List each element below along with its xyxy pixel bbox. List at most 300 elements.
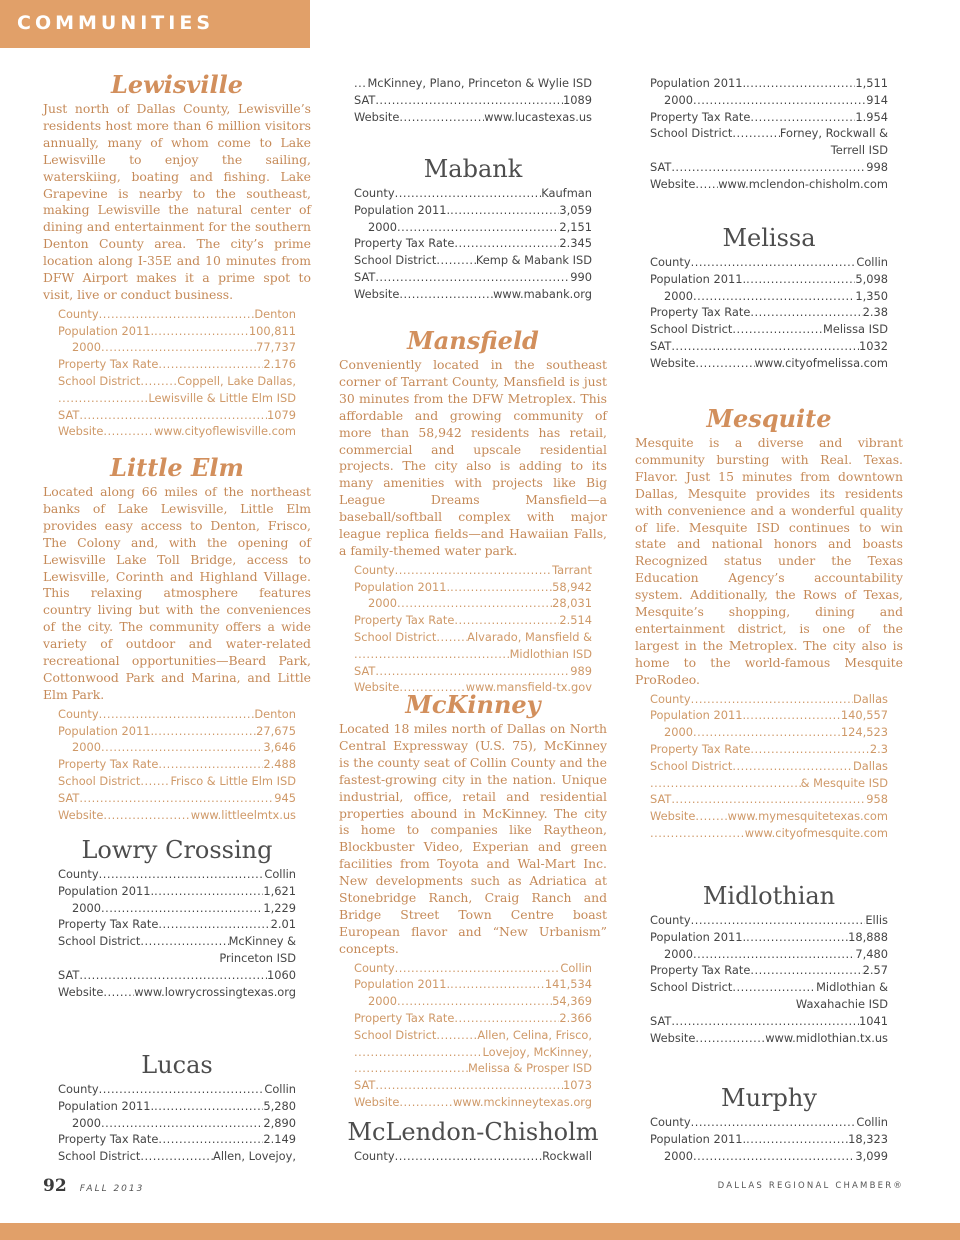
stat-value: 1,511 <box>855 76 888 90</box>
stat-value: 2.01 <box>270 917 296 932</box>
stat-label: School District <box>650 322 733 337</box>
dot-leader <box>101 339 256 356</box>
dot-leader <box>691 912 866 929</box>
dot-leader <box>395 185 542 202</box>
stat-row <box>58 916 296 933</box>
stat-row <box>650 707 888 724</box>
stat-row <box>354 595 592 612</box>
stat-label: County <box>58 1082 99 1096</box>
stat-value: 58,942 <box>552 579 592 594</box>
stat-website-link[interactable]: www.lucastexas.us <box>484 109 592 124</box>
stats-list <box>354 185 592 303</box>
stat-row <box>58 306 296 323</box>
stat-label: School District <box>354 253 437 268</box>
stat-label: Website <box>650 1030 696 1045</box>
stat-row <box>354 92 592 109</box>
stat-value: 2,890 <box>263 1115 296 1130</box>
entry-mesquite <box>635 404 903 842</box>
stats-list <box>58 866 296 1000</box>
entry-lowry-crossing <box>43 836 311 1000</box>
dot-leader <box>746 271 855 288</box>
stat-label: SAT <box>650 338 672 353</box>
stat-label: County <box>354 562 395 577</box>
stat-row <box>650 75 888 92</box>
stat-value: 1,350 <box>855 288 888 303</box>
stat-label: County <box>354 186 395 200</box>
page-number: 92 <box>43 1176 67 1196</box>
stat-value: 958 <box>866 792 888 807</box>
issue-label: FALL 2013 <box>79 1184 145 1194</box>
stat-row <box>354 562 592 579</box>
stat-row <box>650 979 888 996</box>
stat-value: 1,229 <box>263 900 296 915</box>
stat-row <box>650 159 888 176</box>
stat-label: Population 2011. <box>650 1131 747 1146</box>
dot-leader <box>103 807 190 824</box>
stats-list <box>354 960 592 1111</box>
stat-value: Ellis <box>865 913 888 927</box>
stat-row <box>58 706 296 723</box>
dot-leader <box>99 706 255 723</box>
stat-value: Lewisville & Little Elm ISD <box>148 390 296 405</box>
stat-label: Population 2011. <box>354 579 451 594</box>
stat-row <box>650 176 888 193</box>
stat-label: 2000 <box>664 1148 693 1163</box>
dot-leader <box>140 773 170 790</box>
dot-leader <box>671 159 866 176</box>
stat-label: School District <box>354 1027 437 1042</box>
stat-value: 2.514 <box>559 613 592 628</box>
dot-leader <box>101 739 263 756</box>
stat-label: 2000 <box>664 725 693 740</box>
entry-lewisville <box>43 70 311 440</box>
stat-row <box>354 202 592 219</box>
stat-value: 77,737 <box>256 340 296 355</box>
stat-value: Kemp & Mabank ISD <box>475 253 592 268</box>
stat-row <box>58 900 296 917</box>
entry-title: Lowry Crossing <box>81 836 273 864</box>
stat-label: Property Tax Rate <box>354 236 455 251</box>
entry-title: Little Elm <box>110 453 244 482</box>
dot-leader <box>354 75 367 92</box>
stat-value: 5,098 <box>855 271 888 286</box>
stat-row <box>354 629 592 646</box>
stat-value: 18,323 <box>848 1131 888 1146</box>
stat-label: Population 2011. <box>58 1098 155 1113</box>
bottom-bar <box>0 1223 960 1240</box>
stat-label: Website <box>650 176 696 191</box>
stat-label: Population 2011. <box>650 271 747 286</box>
stat-value: 124,523 <box>840 725 888 740</box>
stat-value: 2.345 <box>559 236 592 251</box>
stat-value: 28,031 <box>552 596 592 611</box>
stat-value: 100,811 <box>248 323 296 338</box>
stat-label: SAT <box>58 790 80 805</box>
stat-value: 3,646 <box>263 740 296 755</box>
stats-list <box>650 1114 888 1164</box>
stats-list <box>650 912 888 1046</box>
stat-value: Waxahachie ISD <box>795 996 888 1011</box>
dot-leader <box>375 269 570 286</box>
page-footer-left <box>43 1176 144 1196</box>
stat-row <box>354 219 592 236</box>
stat-value: Terrell ISD <box>830 143 888 158</box>
stat-label: 2000 <box>72 340 101 355</box>
stat-row <box>354 976 592 993</box>
stat-row <box>354 646 592 663</box>
entry-melissa <box>635 224 903 372</box>
stat-row <box>58 933 296 950</box>
stat-value: 1089 <box>563 92 592 107</box>
stat-row <box>354 185 592 202</box>
stat-label: 2000 <box>368 596 397 611</box>
stat-row <box>58 883 296 900</box>
stat-label: County <box>650 913 691 927</box>
stat-website-link[interactable]: www.cityofmesquite.com <box>744 825 888 840</box>
stat-value: 998 <box>866 159 888 174</box>
stat-value: Midlothian & <box>816 980 888 995</box>
stat-label: 2000 <box>368 994 397 1009</box>
dot-leader <box>58 390 148 407</box>
stat-row <box>650 912 888 929</box>
dot-leader <box>746 707 841 724</box>
dot-leader <box>732 321 823 338</box>
entry-title: Midlothian <box>702 882 836 910</box>
dot-leader <box>354 646 510 663</box>
stat-value: Alvarado, Mansfield & <box>467 630 592 645</box>
stat-website-link[interactable]: www.mabank.org <box>493 286 592 301</box>
stat-row <box>354 109 592 126</box>
stat-label: Population 2011. <box>354 202 451 217</box>
stat-value: 1032 <box>859 338 888 353</box>
entry-title: Murphy <box>721 1084 817 1112</box>
stat-label: 2000 <box>664 288 693 303</box>
stat-row <box>58 739 296 756</box>
dot-leader <box>691 1114 857 1131</box>
dot-leader <box>79 407 267 424</box>
entry-mansfield <box>339 326 607 696</box>
dot-leader <box>158 356 263 373</box>
stat-value: 7,480 <box>855 946 888 961</box>
dot-leader <box>375 92 563 109</box>
stat-label: Website <box>58 984 104 999</box>
stat-website-link[interactable]: www.mclendon-chisholm.com <box>718 176 888 191</box>
stat-row <box>354 269 592 286</box>
stat-value: Forney, Rockwall & <box>779 126 888 141</box>
stat-value: 2.366 <box>559 1011 592 1026</box>
stat-row <box>650 92 888 109</box>
stat-value: Kaufman <box>541 186 592 200</box>
stat-website-link[interactable]: www.lowrycrossingtexas.org <box>134 984 296 999</box>
stat-label: Property Tax Rate <box>354 1011 455 1026</box>
stat-row <box>650 1030 888 1047</box>
dot-leader <box>399 109 484 126</box>
stat-row <box>58 773 296 790</box>
stat-row <box>354 612 592 629</box>
stat-label: Population 2011. <box>58 723 155 738</box>
stat-value: Melissa ISD <box>823 322 888 337</box>
stat-value: 1060 <box>267 967 296 982</box>
dot-leader <box>395 562 553 579</box>
stat-row <box>354 75 592 92</box>
stat-value: Collin <box>264 1082 296 1096</box>
stat-label: Property Tax Rate <box>650 109 751 124</box>
stat-row <box>58 866 296 883</box>
stat-row <box>650 946 888 963</box>
stat-value: 18,888 <box>848 929 888 944</box>
entry-murphy <box>635 1084 903 1164</box>
stat-value: Collin <box>264 867 296 881</box>
section-banner <box>0 0 310 48</box>
entry-title: Lewisville <box>111 70 243 99</box>
stat-label: County <box>650 1115 691 1129</box>
dot-leader <box>695 355 754 372</box>
dot-leader <box>399 1094 453 1111</box>
stat-value: Allen, Celina, Frisco, <box>477 1027 592 1042</box>
dot-leader <box>154 883 263 900</box>
stat-value: Dallas <box>853 758 888 773</box>
stat-value: Melissa & Prosper ISD <box>467 1061 592 1076</box>
stat-value: 3,099 <box>855 1148 888 1163</box>
stat-row <box>354 252 592 269</box>
stat-value: 1,621 <box>263 883 296 898</box>
entry-body: Conveniently located in the southeast corner of Tarrant County, Mansfield is just 30 minutes from the DFW Metroplex. This affordable and growing community of more than 58,942 residents has retail, commercial and upscale residential projects. The city also is adding to its many amenities with projects like Big League Dreams Mansfield—a baseball/softball complex with major league replica fields—and Hawaiian Falls, a family-themed water park. <box>339 357 607 558</box>
stat-value: Collin <box>856 255 888 269</box>
stat-value: 27,675 <box>256 723 296 738</box>
stat-label: SAT <box>354 92 376 107</box>
stat-label: Property Tax Rate <box>58 757 159 772</box>
dot-leader <box>101 900 263 917</box>
dot-leader <box>395 1148 543 1165</box>
dot-leader <box>691 254 857 271</box>
dot-leader <box>454 235 559 252</box>
stat-value: Collin <box>560 960 592 975</box>
dot-leader <box>154 1098 263 1115</box>
dot-leader <box>99 866 265 883</box>
stat-row <box>354 960 592 977</box>
entry-mabank <box>339 155 607 303</box>
dot-leader <box>375 1077 563 1094</box>
dot-leader <box>101 1115 263 1132</box>
entry-title: McKinney <box>405 690 541 719</box>
stat-value: Dallas <box>853 691 888 706</box>
dot-leader <box>650 825 745 842</box>
stat-label: School District <box>58 374 141 389</box>
stat-row <box>58 390 296 407</box>
stat-row <box>58 756 296 773</box>
stat-label: Website <box>650 809 696 824</box>
stat-row <box>650 996 888 1013</box>
stat-label: 2000 <box>664 946 693 961</box>
dot-leader <box>693 946 855 963</box>
stat-row <box>650 775 888 792</box>
dot-leader <box>732 979 816 996</box>
stat-website-link[interactable]: www.mymesquitetexas.com <box>727 809 888 824</box>
stat-row <box>58 967 296 984</box>
stat-label: County <box>354 960 395 975</box>
stat-label: Website <box>58 807 104 822</box>
stat-value: 2,151 <box>559 219 592 234</box>
stat-row <box>58 807 296 824</box>
dot-leader <box>436 252 475 269</box>
stat-label: Population 2011. <box>650 929 747 944</box>
dot-leader <box>103 984 134 1001</box>
stat-label: 2000 <box>368 219 397 234</box>
dot-leader <box>140 373 177 390</box>
stat-label: SAT <box>650 1013 672 1028</box>
stat-row <box>650 962 888 979</box>
stat-row <box>650 1013 888 1030</box>
stat-label: SAT <box>58 407 80 422</box>
stats-list <box>58 1081 296 1165</box>
entry-title: Mesquite <box>706 404 832 433</box>
stat-value: Denton <box>254 706 296 721</box>
stat-value: 945 <box>274 790 296 805</box>
stat-label: Property Tax Rate <box>58 357 159 372</box>
stat-row <box>650 142 888 159</box>
stat-website-link[interactable]: www.mansfield-tx.gov <box>465 680 592 695</box>
stat-row <box>650 109 888 126</box>
stat-value: 54,369 <box>552 994 592 1009</box>
stat-label: Population 2011. <box>58 883 155 898</box>
stat-label: 2000 <box>72 740 101 755</box>
stat-label: Website <box>354 109 400 124</box>
entry-mclendon-continued <box>635 75 903 193</box>
stat-value: 2.3 <box>869 741 888 756</box>
stat-row <box>354 1044 592 1061</box>
stat-label: 2000 <box>72 900 101 915</box>
stat-value: Lovejoy, McKinney, <box>482 1044 592 1059</box>
dot-leader <box>354 1060 468 1077</box>
stat-value: & Mesquite ISD <box>800 775 888 790</box>
stat-website-link[interactable]: www.midlothian.tx.us <box>765 1030 888 1045</box>
stat-label: Population 2011. <box>650 708 747 723</box>
entry-lucas-continued <box>339 75 607 125</box>
dot-leader <box>454 1010 559 1027</box>
stat-label: School District <box>58 773 141 788</box>
stat-row <box>650 1131 888 1148</box>
stat-value: 2.149 <box>263 1132 296 1147</box>
stat-label: Population 2011. <box>354 977 451 992</box>
dot-leader <box>397 993 552 1010</box>
dot-leader <box>397 219 559 236</box>
stat-row <box>650 125 888 142</box>
stat-row <box>58 1131 296 1148</box>
dot-leader <box>650 775 801 792</box>
stat-row <box>58 723 296 740</box>
entry-title: McLendon-Chisholm <box>347 1118 599 1146</box>
dot-leader <box>671 1013 859 1030</box>
stat-row <box>58 373 296 390</box>
stat-row <box>354 663 592 680</box>
dot-leader <box>693 1148 855 1165</box>
stat-row <box>650 1114 888 1131</box>
stat-value: McKinney & <box>228 934 296 949</box>
stats-list <box>354 562 592 696</box>
entry-body: Located 18 miles north of Dallas on North Central Expressway (U.S. 75), McKinney is the county seat of Collin County and the fastest-growing city in the nation. Unique industrial, office, retail and residential properties abound in McKinney. The city is home to companies like Raytheon, Blockbuster Video, Experian and green facilities from Toyota and Wal-Mart Inc. New developments such as Adriatica at Stonebridge Ranch, Craig Ranch and Bridge Street Town Centre boast European flavor and “New Urbanism” concepts. <box>339 721 607 956</box>
stat-value: 2.38 <box>862 305 888 320</box>
stat-row <box>650 321 888 338</box>
stat-value: 2.488 <box>263 757 296 772</box>
stat-value: 1073 <box>563 1078 592 1093</box>
stat-label: Property Tax Rate <box>650 741 751 756</box>
stat-label: Website <box>354 1095 400 1110</box>
stat-label: County <box>58 706 99 721</box>
stat-row <box>354 235 592 252</box>
entry-body: Just north of Dallas County, Lewisville’s residents host more than 6 million visitors annually, many of whom come to Lake Lewisville to enjoy the sailing, waterskiing, boating and fishing. Lake Grapevine is nearby to the southeast, making Lewisville the natural center of dining and entertainment for the southern Denton County area. The city’s prime location along I-35E and 10 minutes from DFW Airport makes it a prime spot to visit, live or conduct business. <box>43 101 311 302</box>
stat-row <box>650 808 888 825</box>
stat-value: Coppell, Lake Dallas, <box>177 374 296 389</box>
dot-leader <box>671 338 859 355</box>
entry-title: Lucas <box>141 1051 213 1079</box>
stat-label: School District <box>58 1149 141 1164</box>
stat-value: 2.176 <box>263 357 296 372</box>
stat-row <box>58 1081 296 1098</box>
dot-leader <box>79 790 274 807</box>
stat-row <box>58 323 296 340</box>
stat-label: School District <box>650 758 733 773</box>
entry-midlothian <box>635 882 903 1046</box>
stat-value: 989 <box>570 663 592 678</box>
stat-website-link[interactable]: www.mckinneytexas.org <box>452 1095 592 1110</box>
stat-row <box>650 338 888 355</box>
entry-title: Melissa <box>722 224 816 252</box>
stat-label: Website <box>58 424 104 439</box>
dot-leader <box>671 791 866 808</box>
stat-value: Princeton ISD <box>219 950 296 965</box>
stat-label: 2000 <box>72 1115 101 1130</box>
stat-label: Website <box>354 286 400 301</box>
stat-website-link[interactable]: www.cityofmelissa.com <box>754 355 888 370</box>
stat-value: 140,557 <box>840 708 888 723</box>
dot-leader <box>454 612 559 629</box>
stat-row <box>58 950 296 967</box>
dot-leader <box>695 1030 765 1047</box>
stat-value: 1041 <box>859 1013 888 1028</box>
stat-value: 1079 <box>267 407 296 422</box>
stat-row <box>58 1115 296 1132</box>
section-title: COMMUNITIES <box>17 12 215 34</box>
stat-website-link[interactable]: www.cityoflewisville.com <box>154 424 296 439</box>
stat-label: County <box>354 1149 395 1163</box>
dot-leader <box>450 976 545 993</box>
dot-leader <box>79 967 267 984</box>
stat-row <box>354 1010 592 1027</box>
stat-label: County <box>58 306 99 321</box>
stat-row <box>354 1077 592 1094</box>
entry-lucas <box>43 1051 311 1165</box>
stat-label: School District <box>650 980 733 995</box>
stat-value: Denton <box>254 306 296 321</box>
stat-website-link[interactable]: www.littleelmtx.us <box>190 807 296 822</box>
stat-label: School District <box>354 630 437 645</box>
stat-row <box>650 1148 888 1165</box>
dot-leader <box>695 808 727 825</box>
stat-label: Property Tax Rate <box>650 963 751 978</box>
stat-row <box>58 423 296 440</box>
stat-value: 990 <box>570 269 592 284</box>
entry-body: Mesquite is a diverse and vibrant community bursting with Real. Texas. Flavor. Just 15 minutes from downtown Dallas, Mesquite provides its residents with convenience and a wonderful quality of life. Mesquite ISD continues to win state and national honors and boasts Recognized status under the Texas Education Agency’s accountability system. Additionally, the Rows of Texas, Mesquite’s shopping, dining and entertainment district, is one of the largest in the Metroplex. The city also is home to the world-famous Mesquite ProRodeo. <box>635 435 903 687</box>
stat-row <box>650 929 888 946</box>
stat-label: Property Tax Rate <box>354 613 455 628</box>
dot-leader <box>750 109 855 126</box>
stats-list <box>650 254 888 372</box>
stat-label: School District <box>58 934 141 949</box>
stat-value: 141,534 <box>544 977 592 992</box>
stat-label: Property Tax Rate <box>58 1132 159 1147</box>
publisher-label: DALLAS REGIONAL CHAMBER® <box>717 1181 904 1191</box>
dot-leader <box>746 929 848 946</box>
